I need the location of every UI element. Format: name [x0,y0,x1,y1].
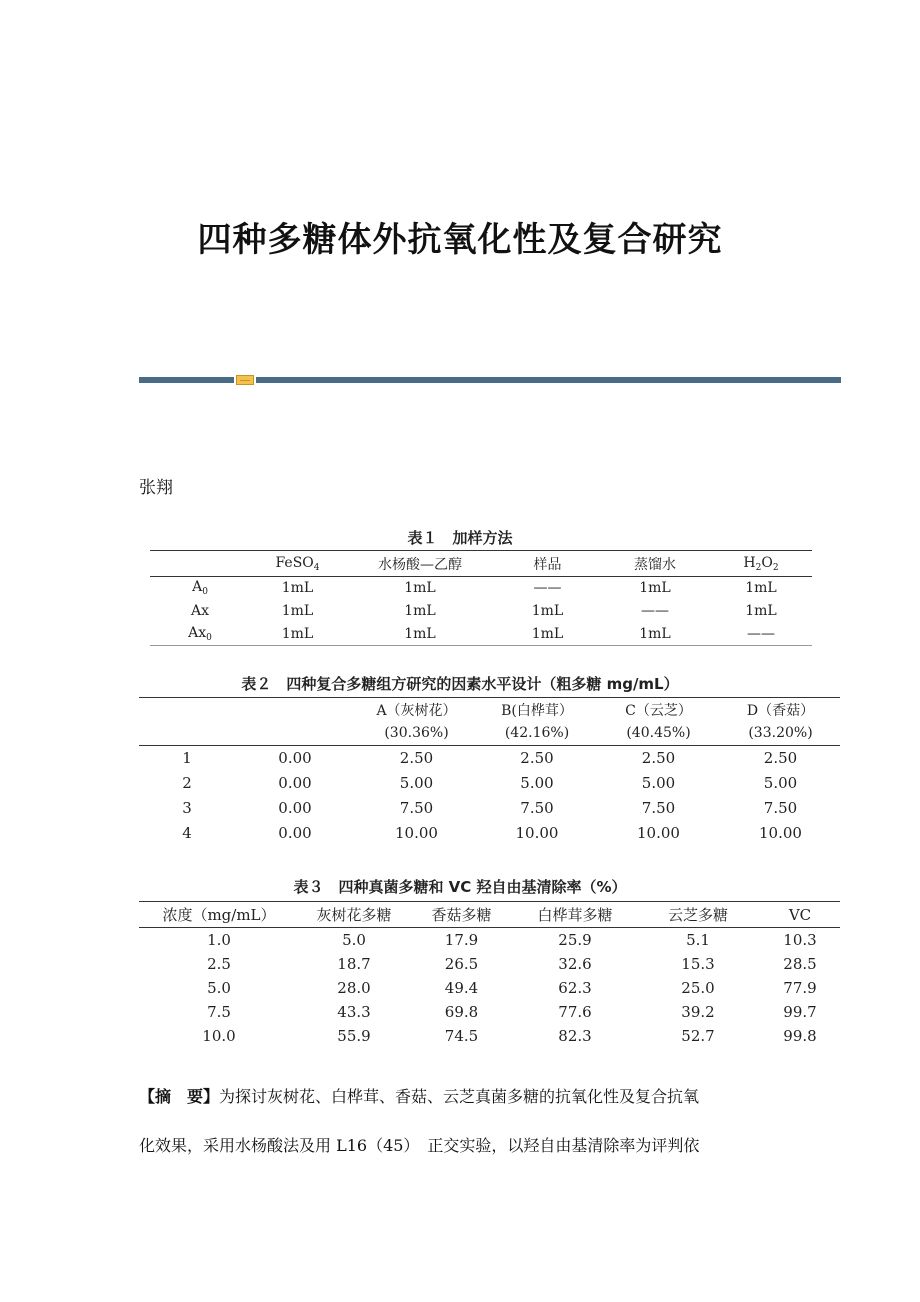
table-cell: 99.7 [783,1002,817,1021]
table-cell: 0.00 [278,824,312,842]
table-cell: 7.50 [399,799,434,817]
table-row [150,623,812,646]
table-cell: 2 [182,774,192,792]
table-row [139,771,840,796]
table-cell: 5.00 [641,774,676,792]
table-cell: 1.0 [207,930,231,949]
table-cell: 1mL [281,603,314,619]
envelope-icon [236,375,254,385]
table-row [139,952,840,976]
table-cell: 2.50 [763,749,798,768]
table-cell: 1mL [745,603,777,619]
table1 [150,550,812,646]
table2-header-row [139,698,840,722]
table2-caption: 表２ 四种复合多糖组方研究的因素水平设计（粗多糖 mg/mL） [241,675,679,693]
author-name: 张翔 [139,478,173,498]
table-cell: —— [710,623,812,646]
table-cell: 7.5 [207,1002,231,1021]
title-divider [139,375,841,384]
table-cell: 62.3 [558,978,592,997]
table-cell: 10.0 [202,1026,236,1045]
abstract-line: 化效果，采用水杨酸法及用 L16（45） 正交实验，以羟自由基清除率为评判依 [139,1136,700,1155]
table1-row-label-sub: 0 [206,632,212,643]
table1-header-feso4 [250,551,345,577]
table-cell: 10.00 [395,824,438,842]
table-cell: 1mL [600,623,710,646]
table-cell: 10.00 [515,824,559,842]
abstract-text: 为探讨灰树花、白桦茸、香菇、云芝真菌多糖的抗氧化性及复合抗氧 [219,1087,700,1106]
table2-header-empty [235,698,355,722]
table1-header-h-text: H [743,554,756,571]
table-cell: 7.50 [763,799,798,817]
table-cell: 1mL [639,580,671,597]
table1-row-label-text: Ax [188,624,207,641]
table1-header-sample: 样品 [495,551,600,577]
table1-row-label-text: A [192,579,203,596]
table1-row-label-sub: 0 [202,587,208,598]
table1-header-reagent: 水杨酸—乙醇 [345,551,495,577]
table-cell: 1mL [745,580,777,597]
table-cell: 99.8 [783,1026,817,1045]
table3 [139,901,840,1048]
table2-header-d: D（香菇） [721,698,840,722]
table1-header-o-sub: 2 [772,562,779,573]
table3-header-vc: VC [760,902,840,928]
table-cell: 5.0 [207,978,231,997]
table-cell: 77.9 [783,978,817,997]
table2-header-b: B(白桦茸） [478,698,596,722]
table-cell: 10.3 [783,930,817,949]
table-cell: 17.9 [444,930,479,949]
table-cell: 39.2 [681,1002,715,1021]
table-row [139,1000,840,1024]
table-cell: 4 [182,824,192,842]
table-row [139,928,840,952]
table1-row-label [150,623,250,646]
table-cell: 3 [182,799,192,817]
table-cell: 15.3 [681,954,715,973]
abstract-line [139,1072,799,1121]
table-row [139,821,840,846]
table-cell: 82.3 [558,1026,592,1045]
table-cell: 1mL [404,603,436,619]
table-cell: —— [533,580,562,597]
table-cell: 2.50 [399,749,434,768]
table-row [139,796,840,821]
abstract-paragraph [139,1072,799,1170]
table1-header-h-sub: 2 [755,562,762,573]
table-cell: 1mL [345,623,495,646]
table2-header-c: C（云芝） [596,698,721,722]
table2-header-empty [139,698,235,722]
table-cell: 1mL [404,580,436,597]
table-cell: 10.00 [759,824,802,842]
table-cell: 5.00 [520,774,554,792]
table-cell: 25.0 [681,978,715,997]
table1-row-label [150,600,250,623]
table-cell: 32.6 [558,954,592,973]
divider-bar-left [139,377,234,383]
table-cell: 5.00 [399,774,434,792]
table2-header-pct-row [139,722,840,746]
page-title: 四种多糖体外抗氧化性及复合研究 [197,220,723,260]
table-row [150,600,812,623]
table-cell: 10.00 [637,824,680,842]
table-cell: 0.00 [278,774,312,792]
table3-header-shiitake: 香菇多糖 [409,902,514,928]
table3-header-concentration: 浓度（mg/mL） [139,902,299,928]
table-cell: 74.5 [444,1026,479,1045]
table1-header-feso4-text: FeSO [275,554,314,571]
table-row [150,577,812,600]
table2-header-pct: (33.20%) [721,722,840,746]
table-cell: 2.50 [641,749,676,768]
table-cell: 5.0 [342,930,366,949]
table1-header-o-text: O [761,554,773,571]
divider-bar-right [256,377,841,383]
abstract-label: 【摘 要】 [139,1087,220,1106]
table-cell: 28.5 [783,954,817,973]
table3-header-coriolus: 云芝多糖 [636,902,760,928]
table-cell: 5.1 [686,930,710,949]
table2-header-empty [235,722,355,746]
table-cell: 1 [182,749,192,768]
table-cell: 25.9 [558,930,592,949]
table-cell: 0.00 [278,799,312,817]
table-cell: 5.00 [763,774,798,792]
table2-header-a: A（灰树花） [355,698,478,722]
table2 [139,697,840,846]
table-cell: 1mL [495,623,600,646]
table1-header-h2o2 [710,551,812,577]
table-row [139,976,840,1000]
table-cell: 2.50 [520,749,554,768]
table-cell: 7.50 [641,799,676,817]
table1-header-feso4-sub: 4 [313,562,320,573]
table-cell: 52.7 [681,1026,715,1045]
table-cell: 1mL [281,580,314,597]
table1-caption: 表１ 加样方法 [407,529,513,547]
table-cell: 43.3 [337,1002,371,1021]
table-cell: 7.50 [520,799,554,817]
table2-header-empty [139,722,235,746]
table2-header-pct: (40.45%) [596,722,721,746]
table-cell: 18.7 [337,954,371,973]
table3-header-grifola: 灰树花多糖 [299,902,409,928]
table2-header-pct: (42.16%) [478,722,596,746]
table2-header-pct: (30.36%) [355,722,478,746]
table-cell: 0.00 [278,749,312,768]
table-cell: 2.5 [207,954,231,973]
table-cell: 49.4 [444,978,479,997]
table-cell: 1mL [250,623,345,646]
table3-header-row [139,902,840,928]
table-row [139,746,840,771]
table3-header-chaga: 白桦茸多糖 [514,902,636,928]
table-cell: —— [641,603,669,619]
table-cell: 28.0 [337,978,371,997]
table-cell: 69.8 [444,1002,479,1021]
table1-row-label [150,577,250,600]
table-row [139,1024,840,1048]
table1-header-empty [150,551,250,577]
table-cell: 26.5 [444,954,479,973]
table1-header-row [150,551,812,577]
table-cell: 55.9 [337,1026,371,1045]
table1-row-label-text: Ax [190,603,209,619]
table-cell: 77.6 [558,1002,592,1021]
table-cell: 1mL [531,603,564,619]
table3-caption: 表３ 四种真菌多糖和 VC 羟自由基清除率（%） [293,878,627,896]
table1-header-water: 蒸馏水 [600,551,710,577]
